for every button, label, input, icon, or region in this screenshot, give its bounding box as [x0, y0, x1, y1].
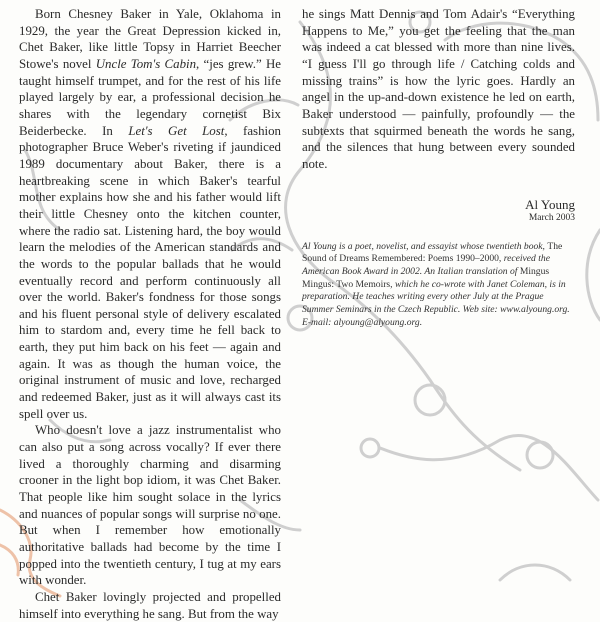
signature-block: [302, 197, 575, 225]
essay-right-column: [302, 6, 575, 329]
author-signature: Al Young: [525, 196, 575, 212]
book-title-uncle-toms-cabin: Uncle Tom's Cabin: [95, 56, 197, 71]
essay-paragraph-2: Who doesn't love a jazz instrumentalist who can also put a song across vocally? If ever there lived a thoroughly charming and disarming crooner in the light bop idiom, it was Chet Baker. That people like him sought solace in the lyrics and nuances of popular songs will surprise no one. But when I remember how emotionally authoritative ballads had become by the time I popped into the twentieth century, I tug at my ears with wonder.: [19, 423, 281, 588]
film-title-lets-get-lost: Let's Get Lost: [128, 123, 225, 138]
essay-paragraph-continued: he sings Matt Dennis and Tom Adair's “Everything Happens to Me,” you get the feeling that the man was indeed a cat blessed with more than nine lives. “I guess I'll go through life / Catching colds and missing trains” is how the lyric goes. Hardly an angel in the up-and-down existence he led on earth, Baker understood — painfully, profoundly — the subtexts that squirmed beneath the words he sang, and the silences that hung between every sounded note.: [302, 7, 575, 171]
book-title-sound-of-dreams: The Sound of Dreams Remembered: Poems 1990–2000: [302, 240, 563, 265]
essay-paragraph-1: Born Chesney Baker in Yale, Oklahoma in 1929, the year the Great Depression kicked in, Chet Baker, like little Topsy in Harriet Beecher Stowe's novel Uncle Tom's Cabin, “jes grew.” He taught himself trumpet, and for the rest of his life played largely by ear, a professional decision he shares with the legendary cornetist Bix Beiderbecke. In Let's Get Lost, fashion photographer Bruce Weber's riveting if jaundiced 1989 documentary about Baker, there is a heartbreaking scene in which Baker's tearful mother explains how she and his father would lift their little Chesney onto the kitchen counter, where the radio sat. Listening hard, the boy would learn the melodies of the American standards and the words to the popular ballads that he would eventually record and perform continuously all over the world. Baker's fondness for those songs and his fluent personal style of delivery escalated him to stardom and, every time he fell back to earth, they put him back on his feet — again and again. It was as though the human voice, the original instrument of music and love, recharged and redeemed Baker, just as it will always cast its spell over us.: [19, 7, 281, 421]
essay-left-column: [19, 6, 281, 622]
essay-date: March 2003: [528, 212, 575, 223]
essay-paragraph-3: Chet Baker lovingly projected and propelled himself into everything he sang. But from the way: [19, 589, 281, 621]
book-title-mingus-mingus: Mingus Mingus: Two Memoirs: [302, 265, 550, 290]
author-bio: Al Young is a poet, novelist, and essayist whose twentieth book, The Sound of Dreams Remembered: Poems 1990–2000, received the American Book Award in 2002. An Italian translation of Mingus Mingus: Two Memoirs, which he co-wrote with Janet Coleman, is in preparation. He teaches writing every other July at the Prague Summer Seminars in the Czech Republic. Web site: www.alyoung.org. E-mail: alyoung@alyoung.org.: [302, 240, 570, 328]
